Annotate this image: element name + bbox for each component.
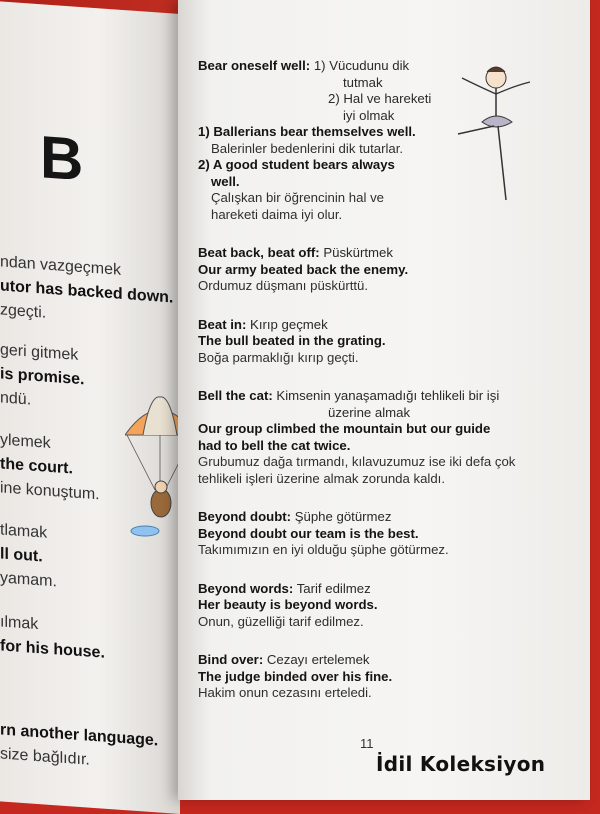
example-english: Beyond doubt our team is the best. <box>198 525 419 541</box>
example-turkish: Boğa parmaklığı kırıp geçti. <box>198 349 359 365</box>
example-english: The bull beated in the grating. <box>198 333 386 348</box>
example-english: Our army beated back the enemy. <box>198 261 409 277</box>
entry-beat-back <box>198 245 568 295</box>
example-turkish: Çalışkan bir öğrencinin hal ve <box>211 190 384 205</box>
left-fragment: tlamak <box>0 521 48 542</box>
page-number: 11 <box>360 736 374 751</box>
left-fragment: is promise. <box>0 365 85 389</box>
example-turkish: Balerinler bedenlerini dik tutarlar. <box>211 140 404 156</box>
entry-term: Beyond doubt: <box>198 509 292 524</box>
example-english: 2) A good student bears always <box>198 157 395 172</box>
entry-beat-in <box>198 317 568 367</box>
entry-bear-oneself-well <box>198 58 568 223</box>
left-fragment: ndan vazgeçmek <box>0 253 121 279</box>
example-english: Our group climbed the mountain but our guide <box>198 421 491 436</box>
example-turkish: Ordumuz düşmanı püskürttü. <box>198 278 369 293</box>
example-turkish: Takımımızın en iyi olduğu şüphe götürmez. <box>198 542 449 557</box>
left-fragment: geri gitmek <box>0 341 79 364</box>
example-turkish: Grubumuz dağa tırmandı, kılavuzumuz ise iki defa çok <box>198 454 516 469</box>
left-fragment: ılmak <box>0 613 39 634</box>
entry-term: Beyond words: <box>198 580 294 596</box>
example-english: Her beauty is beyond words. <box>198 597 378 612</box>
entry-definition: Kırıp geçmek <box>250 316 328 332</box>
example-english: well. <box>211 173 240 189</box>
left-fragment: ndü. <box>0 389 32 409</box>
entry-term: Bind over: <box>198 652 264 667</box>
entry-definition: Tarif edilmez <box>296 580 371 596</box>
example-english: The judge binded over his fine. <box>198 668 393 684</box>
entry-term: Beat in: <box>198 316 247 332</box>
example-english: 1) Ballerians bear themselves well. <box>198 124 416 139</box>
left-fragment: ylemek <box>0 431 51 452</box>
entry-definition: üzerine almak <box>328 404 411 420</box>
entry-beyond-words <box>198 581 568 631</box>
entry-definition: Cezayı ertelemek <box>266 652 370 667</box>
entry-term: Bell the cat: <box>198 388 273 403</box>
watermark: İdil Koleksiyon <box>376 752 546 776</box>
example-turkish: hareketi daima iyi olur. <box>211 206 343 222</box>
entry-term: Bear oneself well: <box>198 58 311 73</box>
entry-definition: iyi olmak <box>343 107 395 123</box>
example-english: had to bell the cat twice. <box>198 437 351 453</box>
left-fragment: utor has backed down. <box>0 277 174 307</box>
left-fragment: size bağlıdır. <box>0 745 90 769</box>
left-fragment: ll out. <box>0 545 43 566</box>
entry-bind-over <box>198 652 568 702</box>
dictionary-entries <box>198 58 568 724</box>
left-fragment: for his house. <box>0 637 105 662</box>
section-letter: B <box>40 123 84 194</box>
entry-term: Beat back, beat off: <box>198 245 320 260</box>
entry-definition: Şüphe götürmez <box>294 509 392 524</box>
entry-beyond-doubt <box>198 509 568 559</box>
entry-definition: Kimsenin yanaşamadığı tehlikeli bir işi <box>276 388 500 403</box>
left-fragment: yamam. <box>0 569 57 591</box>
example-turkish: Onun, güzelliği tarif edilmez. <box>198 613 364 629</box>
left-fragment: zgeçti. <box>0 301 47 322</box>
example-turkish: tehlikeli işleri üzerine almak zorunda kaldı. <box>198 470 446 486</box>
left-fragment: ine konuştum. <box>0 479 100 504</box>
entry-definition: 1) Vücudunu dik <box>313 58 410 73</box>
example-turkish: Hakim onun cezasını erteledi. <box>198 685 372 700</box>
entry-definition: 2) Hal ve hareketi <box>328 91 432 106</box>
entry-definition: Püskürtmek <box>323 245 393 260</box>
left-fragment: rn another language. <box>0 721 159 750</box>
left-fragment: the court. <box>0 455 73 478</box>
entry-bell-the-cat <box>198 388 568 487</box>
right-page <box>178 0 590 800</box>
entry-definition: tutmak <box>343 74 383 90</box>
